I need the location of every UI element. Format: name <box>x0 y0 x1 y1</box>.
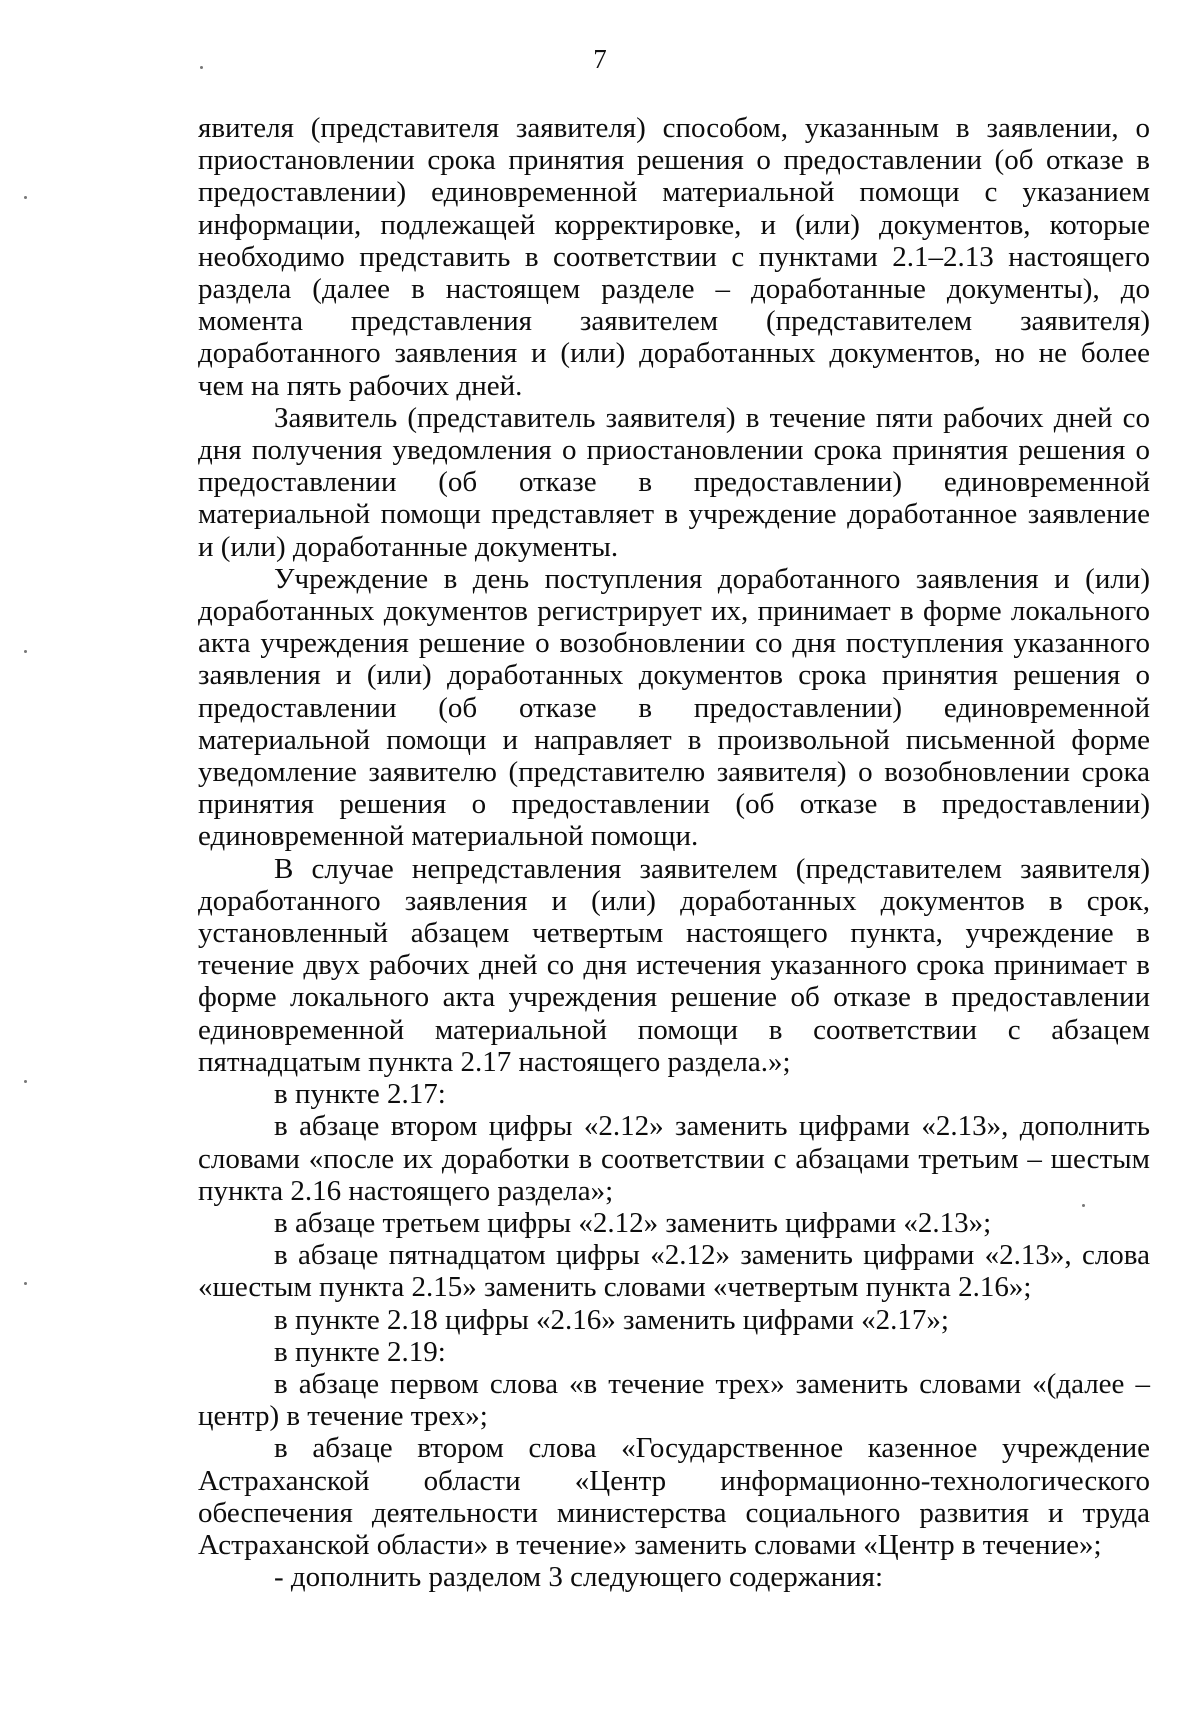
paragraph-13: - дополнить разделом 3 следующего содержания: <box>274 1561 884 1594</box>
scan-speck <box>24 1282 27 1285</box>
document-body <box>198 112 1150 1593</box>
paragraph-10: в пункте 2.19: <box>274 1335 446 1368</box>
scan-speck <box>24 650 27 653</box>
paragraph-7: в абзаце третьем цифры «2.12» заменить цифрами «2.13»; <box>274 1206 992 1239</box>
paragraph-8: в абзаце пятнадцатом цифры «2.12» заменить цифрами «2.13», слова «шестым пункта 2.15» заменить словами «четвертым пункта 2.16»; <box>198 1239 1150 1304</box>
scan-speck <box>24 196 27 199</box>
scan-speck <box>1082 1204 1085 1207</box>
paragraph-11: в абзаце первом слова «в течение трех» заменить словами «(далее – центр) в течение трех»; <box>198 1367 1150 1433</box>
paragraph-4: В случае непредставления заявителем (представителем заявителя) доработанного заявления и (или) доработанных документов в срок, установленный абзацем четвертым настоящего пункта, учреждение в течение двух рабочих дней со дня истечения указанного срока принимает в форме локального акта учреждения решение об отказе в предоставлении единовременной материальной помощи в соответствии с абзацем пятнадцатым пункта 2.17 настоящего раздела.»; <box>198 852 1150 1078</box>
paragraph-9: в пункте 2.18 цифры «2.16» заменить цифрами «2.17»; <box>274 1303 949 1336</box>
paragraph-12: в абзаце втором слова «Государственное казенное учреждение Астраханской области «Центр информационно-технологического обеспечения деятельности министерства социального развития и труда Астраханской области» в течение» заменить словами «Центр в течение»; <box>198 1432 1150 1561</box>
paragraph-3: Учреждение в день поступления доработанного заявления и (или) доработанных документов регистрирует их, принимает в форме локального акта учреждения решение о возобновлении со дня поступления указанного заявления и (или) доработанных документов срока принятия решения о предоставлении (об отказе в предоставлении) единовременной материальной помощи и направляет в произвольной письменной форме уведомление заявителю (представителю заявителя) о возобновлении срока принятия решения о предоставлении (об отказе в предоставлении) единовременной материальной помощи. <box>198 562 1150 853</box>
scan-speck <box>24 1080 27 1083</box>
page-number: 7 <box>593 44 607 74</box>
paragraph-1: явителя (представителя заявителя) способом, указанным в заявлении, о приостановлении срока принятия решения о предоставлении (об отказе в предоставлении) единовременной материальной помощи с указанием информации, подлежащей корректировке, и (или) документов, которые необходимо представить в соответствии с пунктами 2.1–2.13 настоящего раздела (далее в настоящем разделе – доработанные документы), до момента представления заявителем (представителем заявителя) доработанного заявления и (или) доработанных документов, но не более чем на пять рабочих дней. <box>198 112 1150 402</box>
scan-speck <box>200 66 203 69</box>
paragraph-5: в пункте 2.17: <box>274 1078 446 1111</box>
paragraph-6: в абзаце втором цифры «2.12» заменить цифрами «2.13», дополнить словами «после их доработки в соответствии с абзацами третьим – шестым пункта 2.16 настоящего раздела»; <box>198 1110 1150 1207</box>
paragraph-2: Заявитель (представитель заявителя) в течение пяти рабочих дней со дня получения уведомления о приостановлении срока принятия решения о предоставлении (об отказе в предоставлении) единовременной материальной помощи представляет в учреждение доработанное заявление и (или) доработанные документы. <box>198 401 1150 563</box>
